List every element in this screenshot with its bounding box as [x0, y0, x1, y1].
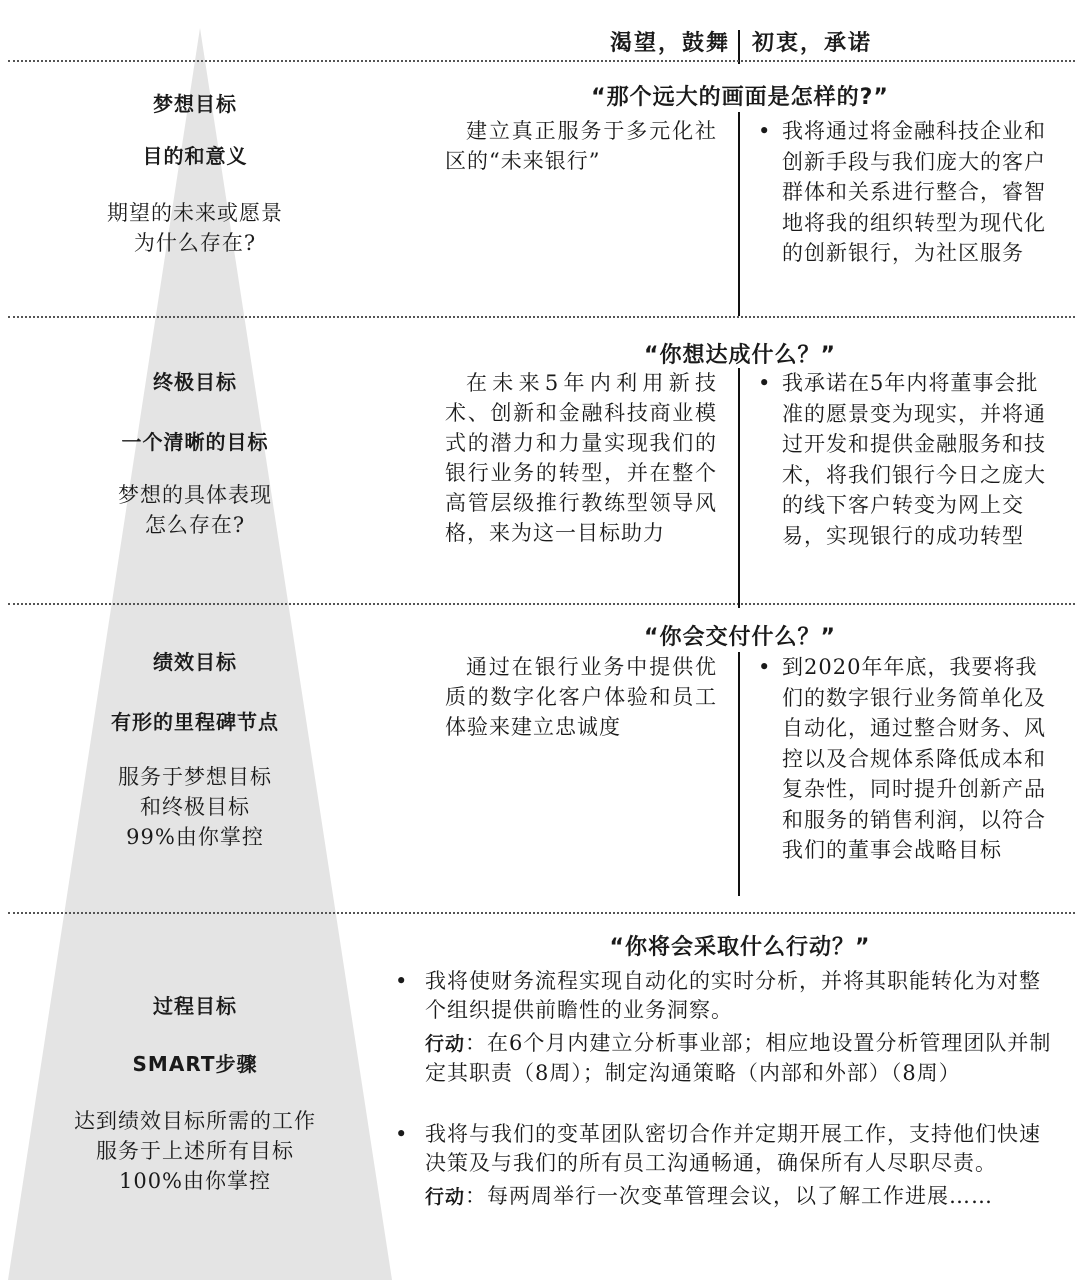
action-label: 行动 — [425, 1186, 466, 1208]
process-step-item — [395, 967, 1060, 1088]
ultimate-goal-left-text: 在未来5年内利用新技术、创新和金融科技商业模式的潜力和力量实现我们的银行业务的转型，并在整个高管层级推行教练型领导风格，来为这一目标助力 — [445, 371, 717, 545]
bullet-icon: • — [758, 371, 772, 395]
ultimate-goal-description: 梦想的具体表现 怎么存在? — [118, 483, 272, 537]
performance-goal-commitment: • 到2020年年底，我要将我们的数字银行业务简单化及自动化，通过整合财务、风控以及合规体系降低成本和复杂性，同时提升创新产品和服务的销售利润，以符合我们的董事会战略目标 — [758, 652, 1058, 866]
performance-goal-description: 服务于梦想目标 和终极目标 99%由你掌控 — [118, 765, 272, 849]
bullet-icon: • — [395, 1122, 409, 1146]
action-text: ：在6个月内建立分析事业部；相应地设置分析管理团队并制定其职责（8周）；制定沟通策略（内部和外部）（8周） — [425, 1031, 1052, 1085]
ultimate-goal-subtitle: 一个清晰的目标 — [121, 430, 269, 454]
dream-goal-left-text: 建立真正服务于多元化社区的“未来银行” — [445, 119, 717, 173]
performance-goal-subtitle: 有形的里程碑节点 — [111, 710, 279, 734]
dream-goal-question: “那个远大的画面是怎样的?” — [591, 85, 889, 110]
performance-goal-question: “你会交付什么？” — [644, 625, 836, 650]
process-goal-description: 达到绩效目标所需的工作 服务于上述所有目标 100%由你掌控 — [74, 1109, 316, 1193]
section-separator — [8, 603, 1075, 605]
section-separator — [8, 316, 1075, 318]
process-goal-title: 过程目标 — [153, 994, 237, 1018]
ultimate-goal-title: 终极目标 — [153, 370, 237, 394]
process-step-text: 我将使财务流程实现自动化的实时分析，并将其职能转化为对整个组织提供前瞻性的业务洞察。 — [425, 969, 1041, 1022]
action-text: ：每两周举行一次变革管理会议，以了解工作进展…… — [465, 1184, 994, 1208]
bullet-icon: • — [395, 969, 409, 993]
bullet-icon: • — [758, 655, 772, 679]
dream-goal-subtitle: 目的和意义 — [142, 144, 248, 168]
column-divider — [738, 368, 740, 608]
header-commitment-label: 初衷，承诺 — [752, 31, 873, 56]
action-label: 行动 — [425, 1033, 466, 1055]
process-step-text: 我将与我们的变革团队密切合作并定期开展工作，支持他们快速决策及与我们的所有员工沟通畅通，确保所有人尽职尽责。 — [425, 1122, 1041, 1175]
column-divider — [738, 112, 740, 316]
column-divider — [738, 652, 740, 896]
process-step-action — [425, 1029, 1060, 1088]
process-goal-subtitle: SMART步骤 — [132, 1052, 258, 1076]
process-goal-question: “你将会采取什么行动？” — [609, 935, 871, 960]
bullet-icon: • — [758, 119, 772, 143]
ultimate-goal-commitment: • 我承诺在5年内将董事会批准的愿景变为现实，并将通过开发和提供金融服务和技术，将我们银行今日之庞大的线下客户转变为网上交易，实现银行的成功转型 — [758, 368, 1058, 551]
header-aspiration-label: 渴望，鼓舞 — [609, 31, 730, 56]
header-divider — [738, 30, 740, 64]
performance-goal-left-text: 通过在银行业务中提供优质的数字化客户体验和员工体验来建立忠诚度 — [445, 655, 717, 739]
section-separator — [8, 60, 1075, 62]
process-step-action — [425, 1182, 1060, 1212]
performance-goal-title: 绩效目标 — [153, 650, 237, 674]
dream-goal-commitment: • 我将通过将金融科技企业和创新手段与我们庞大的客户群体和关系进行整合，睿智地将我的组织转型为现代化的创新银行，为社区服务 — [758, 116, 1058, 269]
process-step-item — [395, 1120, 1060, 1212]
section-separator — [8, 912, 1075, 914]
ultimate-goal-question: “你想达成什么？” — [644, 343, 836, 368]
dream-goal-title: 梦想目标 — [153, 92, 237, 116]
dream-goal-description: 期望的未来或愿景 为什么存在? — [107, 201, 283, 255]
